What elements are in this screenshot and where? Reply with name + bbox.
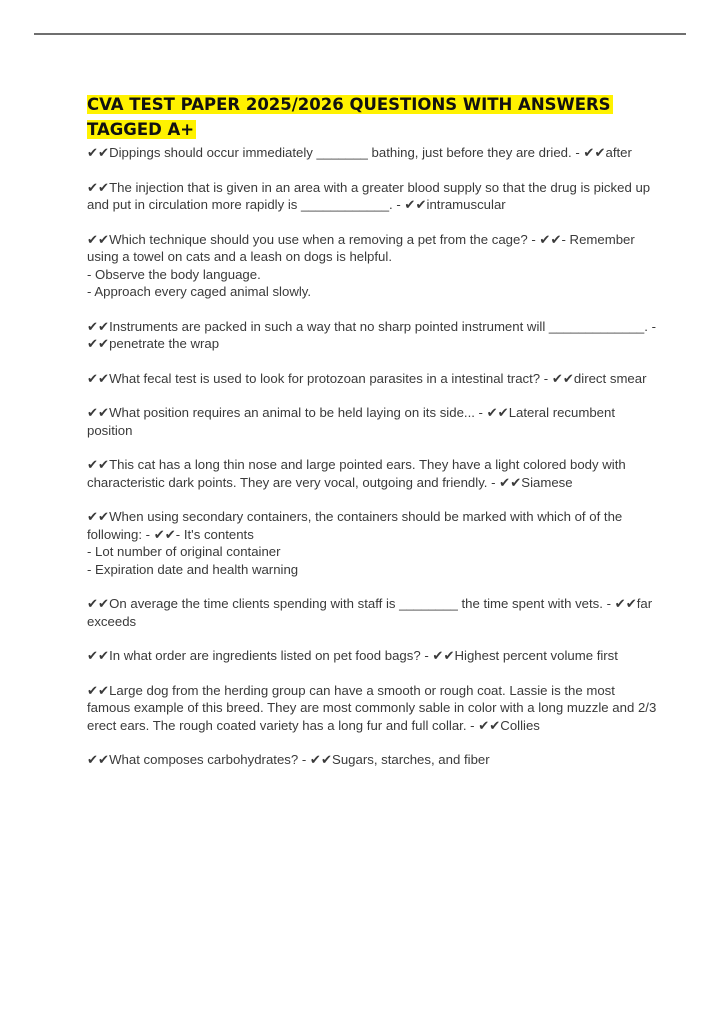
document-title bbox=[87, 92, 657, 142]
qa-item: ✔✔Dippings should occur immediately _______ bathing, just before they are dried. - ✔✔after bbox=[87, 145, 632, 160]
qa-item: ✔✔In what order are ingredients listed on pet food bags? - ✔✔Highest percent volume first bbox=[87, 648, 618, 663]
qa-item: ✔✔What position requires an animal to be held laying on its side... - ✔✔Lateral recumbent position bbox=[87, 405, 616, 438]
qa-item: ✔✔Instruments are packed in such a way that no sharp pointed instrument will _____________. - ✔✔penetrate the wrap bbox=[87, 318, 656, 351]
qa-item: ✔✔Which technique should you use when a removing a pet from the cage? - ✔✔- Remember using a towel on cats and a leash on dogs is helpful. - Observe the body language. - Approach every caged animal slowly. bbox=[87, 231, 635, 299]
qa-item: ✔✔What fecal test is used to look for protozoan parasites in a intestinal tract? - ✔✔direct smear bbox=[87, 370, 647, 386]
qa-item: ✔✔When using secondary containers, the containers should be marked with which of of the following: - ✔✔- It's contents - Lot number of original container - Expiration date and health warning bbox=[87, 509, 623, 577]
qa-item: ✔✔The injection that is given in an area with a greater blood supply so that the drug is picked up and put in circulation more rapidly is ____________. - ✔✔intramuscular bbox=[87, 179, 651, 212]
qa-item: ✔✔What composes carbohydrates? - ✔✔Sugars, starches, and fiber bbox=[87, 752, 490, 767]
header-divider bbox=[34, 33, 686, 35]
title-highlight: CVA TEST PAPER 2025/2026 QUESTIONS WITH ANSWERS TAGGED A+ bbox=[87, 95, 611, 139]
qa-item: ✔✔Large dog from the herding group can have a smooth or rough coat. Lassie is the most famous example of this breed. They are most commonly sable in color with a long muzzle and 2/3 erect ears. The rough coated variety has a long fur and full collar. - ✔✔Collies bbox=[87, 682, 657, 733]
qa-item: ✔✔On average the time clients spending with staff is ________ the time spent with vets. - ✔✔far exceeds bbox=[87, 596, 653, 629]
document-body bbox=[87, 92, 657, 786]
qa-item: ✔✔This cat has a long thin nose and large pointed ears. They have a light colored body with characteristic dark points. They are very vocal, outgoing and friendly. - ✔✔Siamese bbox=[87, 457, 626, 490]
